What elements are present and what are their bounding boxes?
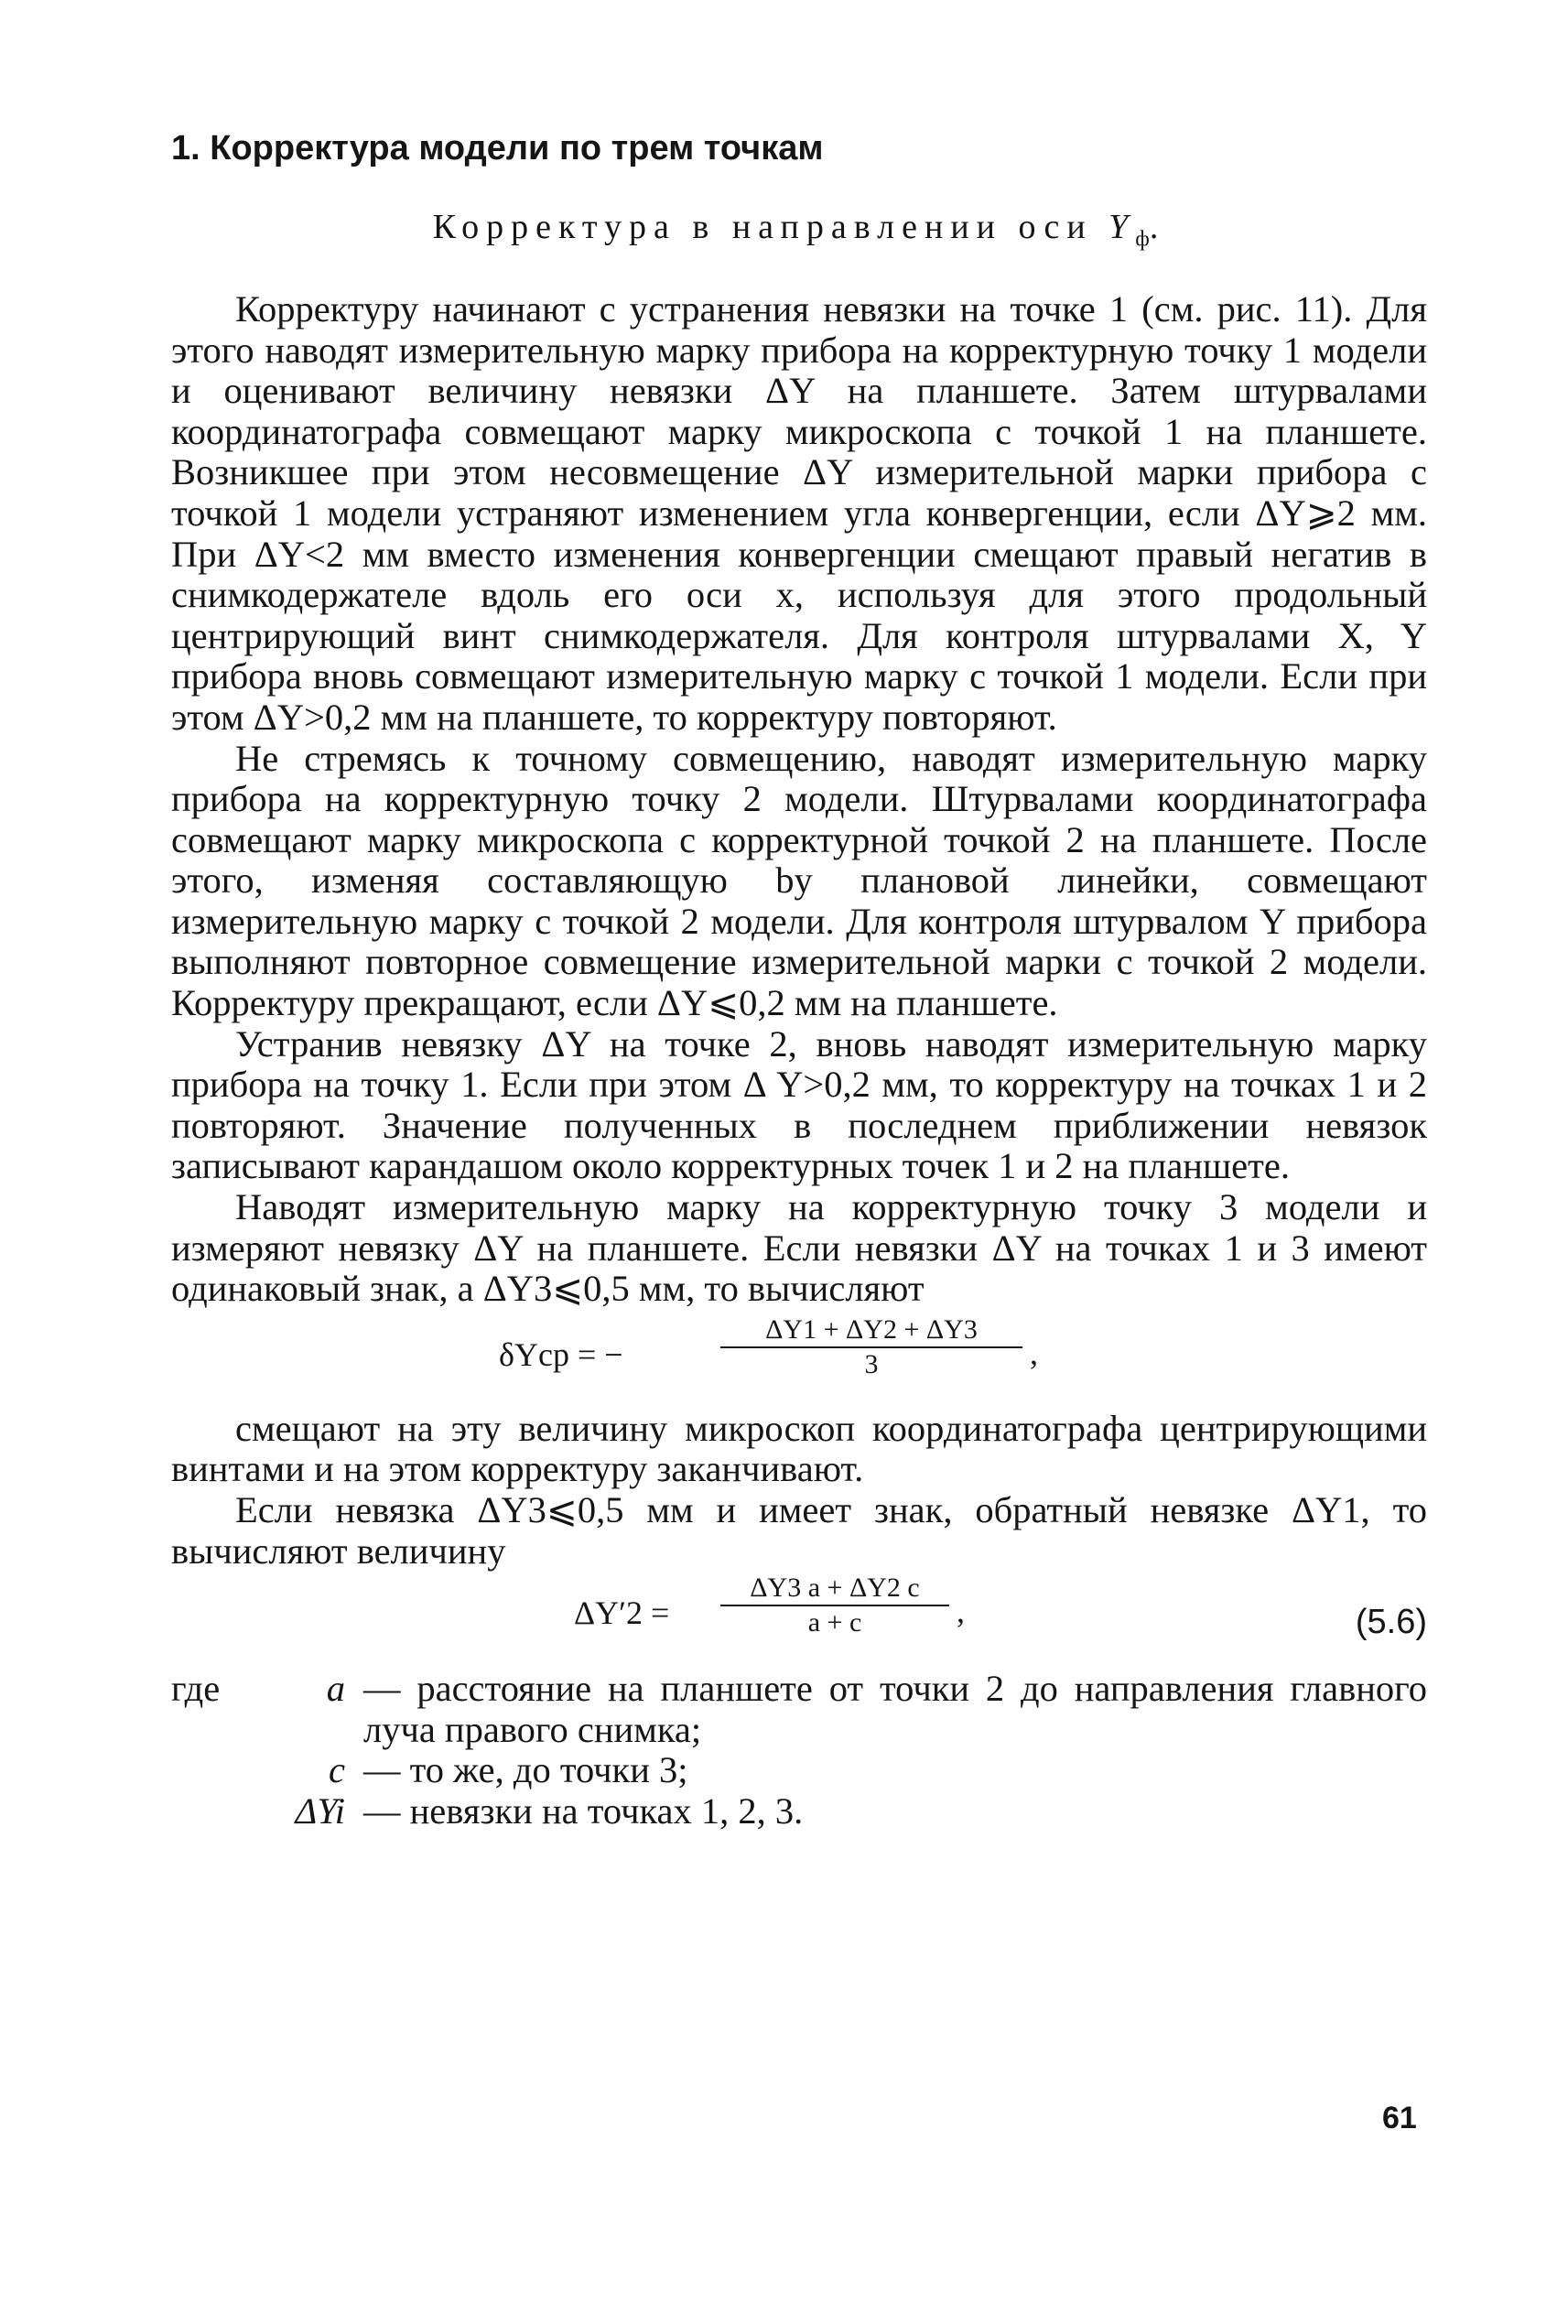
paragraph-5: смещают на эту величину микроскоп координатографа центрирующими винтами и на этом корректуру заканчивают.: [171, 1407, 1427, 1490]
where-symbol: c: [329, 1749, 345, 1791]
formula-1-numerator: ΔY1 + ΔY2 + ΔY3: [765, 1313, 978, 1345]
page-body: [171, 128, 1427, 1832]
where-description: — невязки на точках 1, 2, 3.: [363, 1789, 804, 1832]
formula-1-denominator: 3: [864, 1348, 879, 1379]
paragraph-2: Не стремясь к точному совмещению, наводят измерительную марку прибора на корректурную точку 2 модели. Штурвалами координатографа совмещают марку микроскопа с корректурной точкой 2 на планшете. После этого, изменяя составляющую by плановой линейки, совмещают измерительную марку с точкой 2 модели. Для контроля штурвалом Y прибора выполняют повторное совмещение измерительной марки с точкой 2 модели. Корректуру прекращают, если ΔY⩽0,2 мм на планшете.: [171, 737, 1427, 1024]
where-symbol: a: [326, 1668, 345, 1710]
page-number: 61: [1382, 2101, 1417, 2135]
equation-number: (5.6): [1355, 1603, 1427, 1642]
subtitle: [171, 207, 1427, 253]
where-block: [171, 1669, 1427, 1832]
paragraph-3: Устранив невязку ΔY на точке 2, вновь наводят измерительную марку прибора на точку 1. Если при этом Δ Y>0,2 мм, то корректуру на точках 1 и 2 повторяют. Значение полученных в последнем приближении невязок записывают карандашом около корректурных точек 1 и 2 на планшете.: [171, 1022, 1427, 1187]
formula-2-lhs: ΔY′2 =: [574, 1594, 670, 1632]
formula-2-fraction: [720, 1572, 949, 1639]
formula-2-denominator: a + c: [807, 1607, 862, 1638]
where-symbol: ΔYi: [295, 1789, 345, 1832]
where-description: — расстояние на планшете от точки 2 до направления главного луча правого снимка;: [363, 1668, 1427, 1750]
paragraph-4: Наводят измерительную марку на корректурную точку 3 модели и измеряют невязку ΔY на планшете. Если невязки ΔY на точках 1 и 3 имеют одинаковый знак, а ΔY3⩽0,5 мм, то вычисляют: [171, 1186, 1427, 1310]
formula-1-comma: ,: [1030, 1334, 1038, 1371]
where-word: где: [171, 1668, 221, 1710]
section-title: 1. Корректура модели по трем точкам: [171, 129, 824, 168]
formula-mean-offset: [171, 1310, 1427, 1409]
formula-2-numerator: ΔY3 a + ΔY2 c: [750, 1573, 920, 1604]
subtitle-text: Корректура в направлении оси: [432, 207, 1093, 246]
subtitle-end: .: [1149, 207, 1166, 246]
formula-1-lhs: δYср = −: [499, 1335, 623, 1373]
where-item: [171, 1669, 1427, 1750]
where-item: [171, 1750, 1427, 1791]
paragraph-1: Корректуру начинают с устранения невязки на точке 1 (см. рис. 11). Для этого наводят измерительную марку прибора на корректурную точку 1 модели и оценивают величину невязки ΔY на планшете. Затем штурвалами координатографа совмещают марку микроскопа с точкой 1 на планшете. Возникшее при этом несовмещение ΔY измерительной марки прибора с точкой 1 модели устраняют изменением угла конвергенции, если ΔY⩾2 мм. При ΔY<2 мм вместо изменения конвергенции смещают правый негатив в снимкодержателе вдоль его оси x, используя для этого продольный центрирующий винт снимкодержателя. Для контроля штурвалами X, Y прибора вновь совмещают измерительную марку с точкой 1 модели. Если при этом ΔY>0,2 мм на планшете, то корректуру повторяют.: [171, 287, 1427, 738]
formula-corrected-offset: [171, 1572, 1427, 1659]
where-description: — то же, до точки 3;: [363, 1749, 688, 1791]
paragraph-6: Если невязка ΔY3⩽0,5 мм и имеет знак, обратный невязке ΔY1, то вычисляют величину: [171, 1489, 1427, 1572]
subtitle-axis-sub: ф: [1135, 227, 1150, 252]
subtitle-axis: Y: [1108, 207, 1136, 246]
where-item: [171, 1791, 1427, 1832]
formula-2-comma: ,: [957, 1593, 965, 1630]
formula-1-fraction: [720, 1313, 1022, 1381]
